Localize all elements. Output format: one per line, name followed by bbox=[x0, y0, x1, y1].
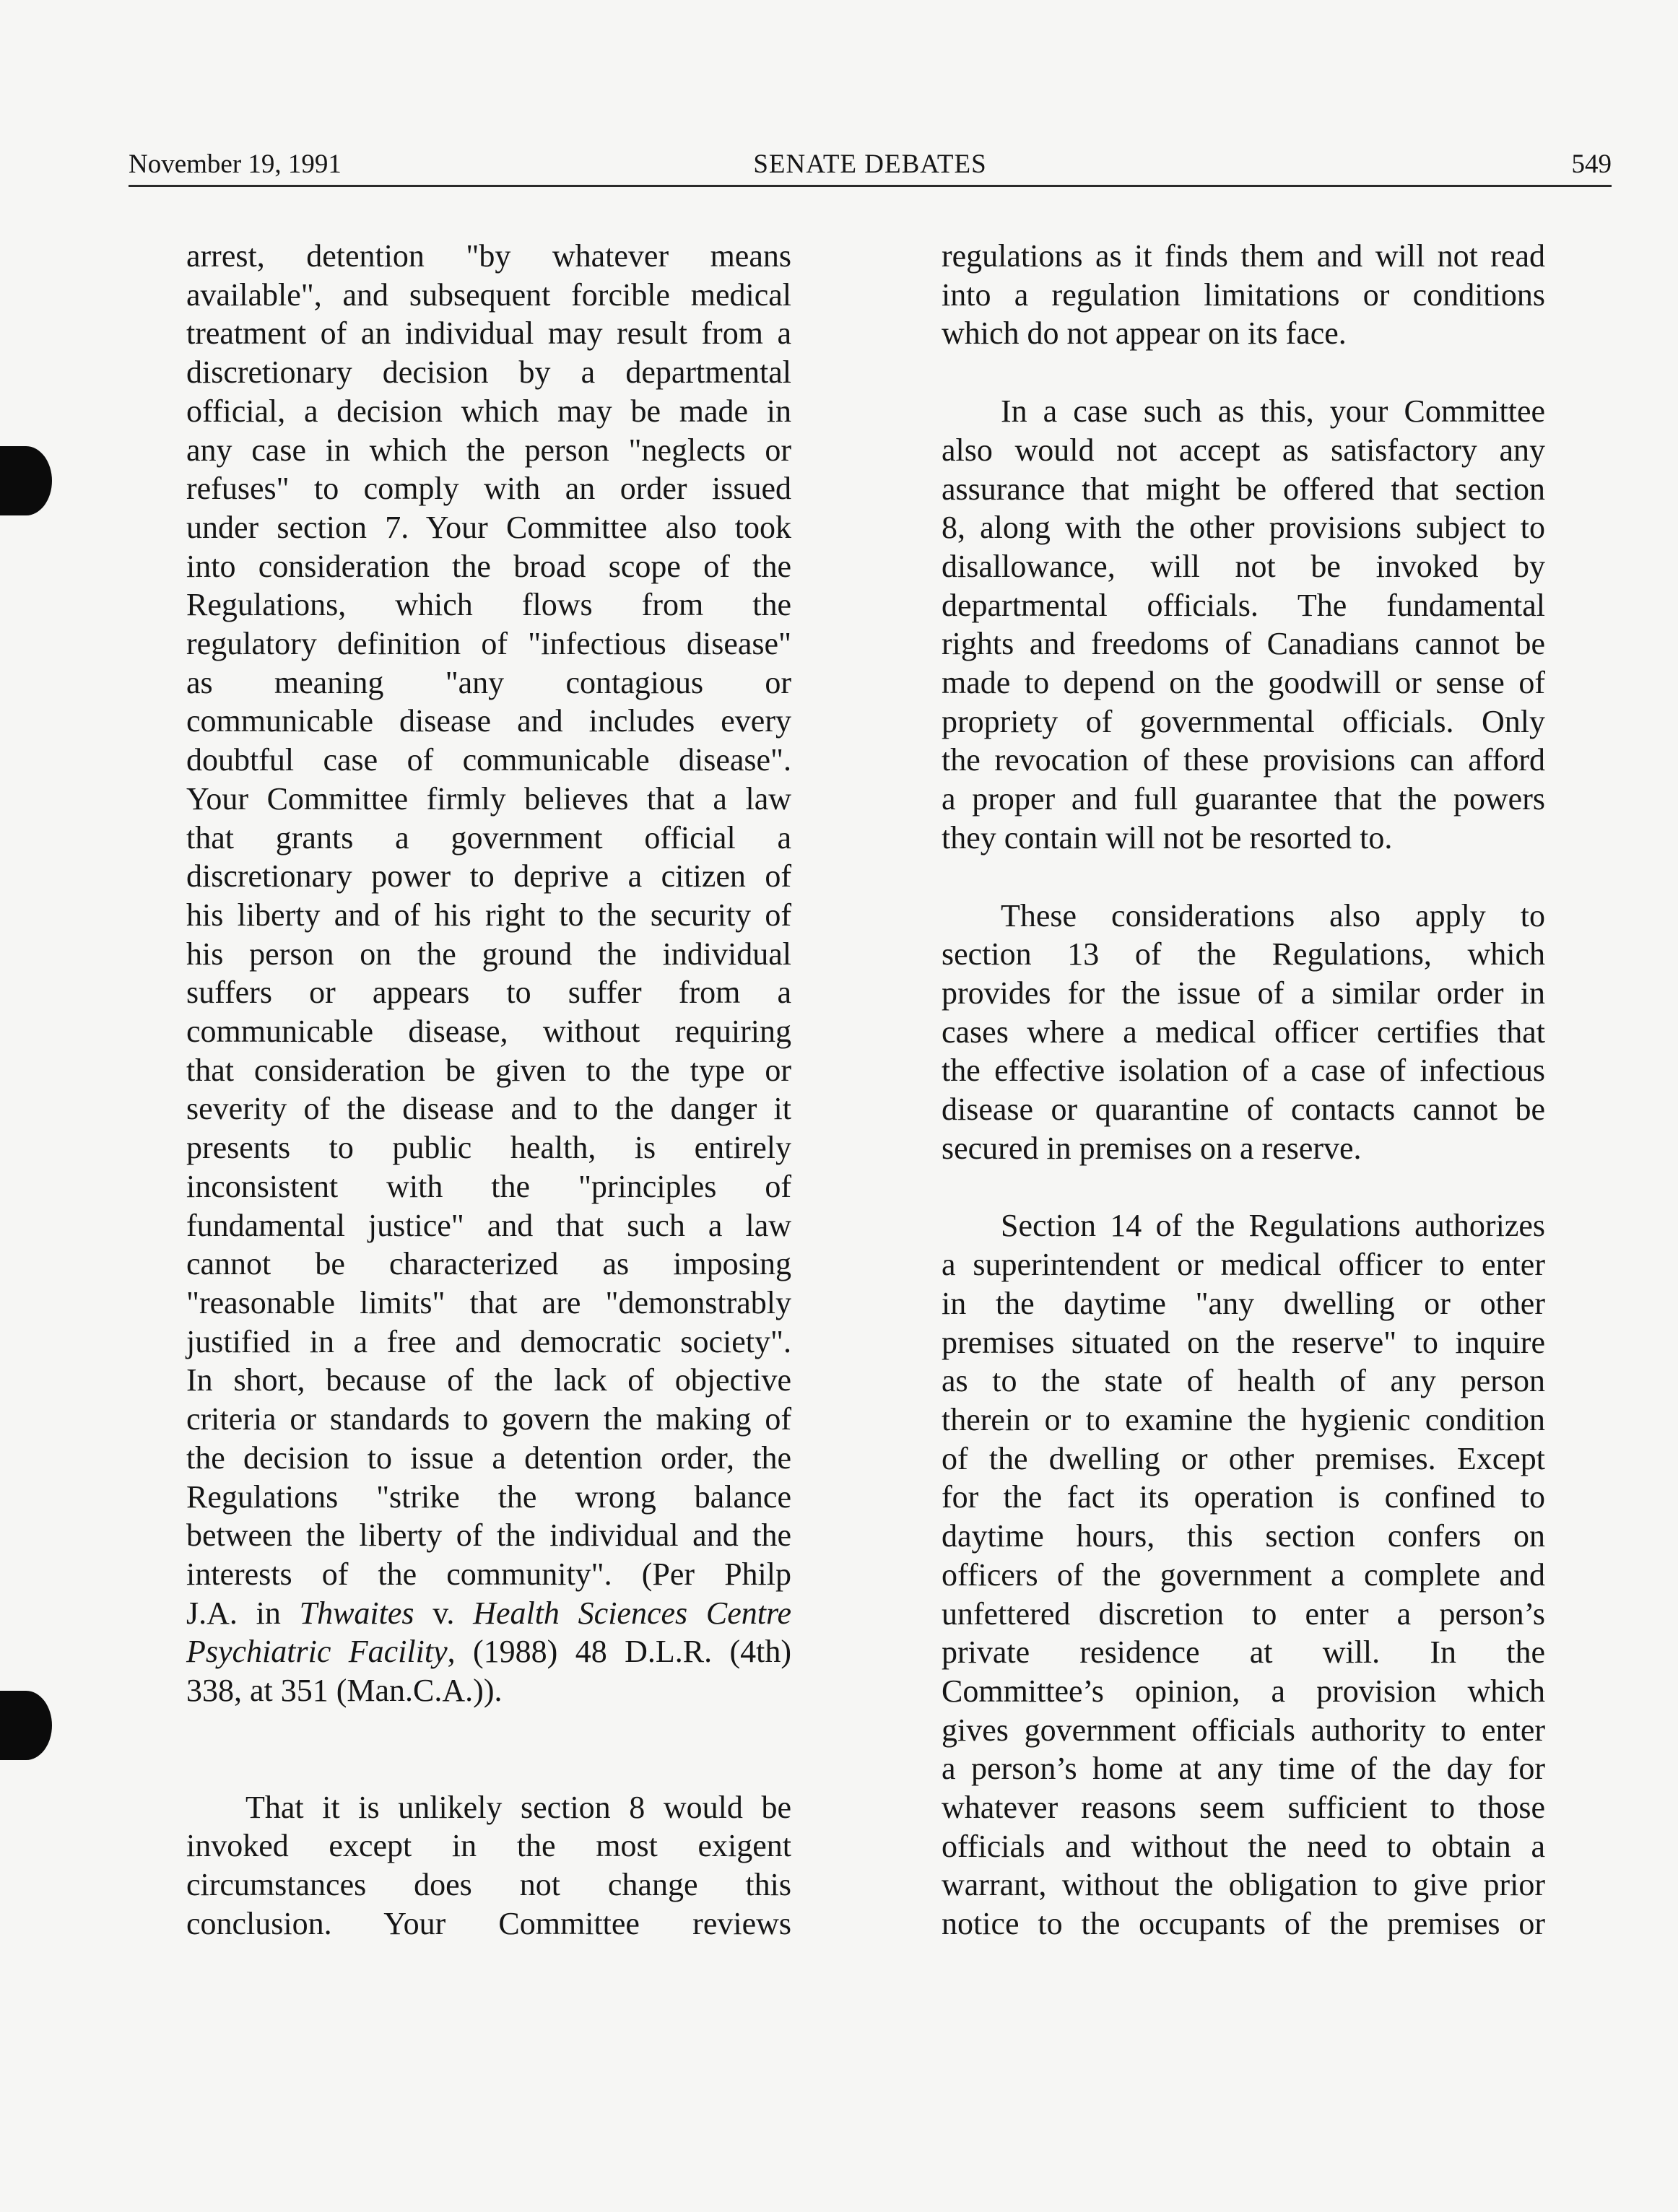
right-paragraph-1 bbox=[942, 237, 1545, 353]
text-line: they contain will not be resorted to. bbox=[942, 819, 1393, 855]
citation-line-1: J.A. in Thwaites v. Health Sciences Centre bbox=[186, 1595, 791, 1631]
text-line: premises situated on the reserve" to inquire bbox=[942, 1324, 1545, 1360]
text-line: departmental officials. The fundamental bbox=[942, 587, 1545, 623]
right-column bbox=[942, 237, 1545, 1943]
citation-line-3: 338, at 351 (Man.C.A.)). bbox=[186, 1673, 503, 1709]
text-line: discretionary power to deprive a citizen of bbox=[186, 858, 791, 894]
text-line: secured in premises on a reserve. bbox=[942, 1130, 1362, 1166]
text-line: his liberty and of his right to the security of bbox=[186, 897, 791, 933]
text-line: 8, along with the other provisions subject to bbox=[942, 510, 1545, 546]
text-line: Section 14 of the Regulations authorizes bbox=[1001, 1208, 1545, 1244]
citation-line-2: Psychiatric Facility, (1988) 48 D.L.R. (4th) bbox=[186, 1634, 791, 1670]
page-header bbox=[129, 144, 1612, 187]
text-line: the effective isolation of a case of infectious bbox=[942, 1053, 1545, 1089]
text-line: notice to the occupants of the premises or bbox=[942, 1906, 1545, 1942]
page-number: 549 bbox=[1571, 149, 1612, 179]
text-line: In short, because of the lack of objective bbox=[186, 1362, 791, 1398]
text-line: discretionary decision by a departmental bbox=[186, 354, 791, 391]
text-line: of the dwelling or other premises. Except bbox=[942, 1440, 1545, 1476]
binder-hole-top bbox=[0, 446, 52, 515]
text-line: in the daytime "any dwelling or other bbox=[942, 1285, 1545, 1321]
text-line: official, a decision which may be made in bbox=[186, 393, 791, 429]
text-line: as to the state of health of any person bbox=[942, 1363, 1545, 1399]
binder-hole-bottom bbox=[0, 1691, 52, 1760]
text-line: which do not appear on its face. bbox=[942, 315, 1347, 352]
text-line: private residence at will. In the bbox=[942, 1634, 1545, 1671]
text-line: These considerations also apply to bbox=[1001, 897, 1545, 933]
text-line: daytime hours, this section confers on bbox=[942, 1518, 1545, 1554]
text-line: into a regulation limitations or conditions bbox=[942, 276, 1545, 313]
text-line: also would not accept as satisfactory any bbox=[942, 432, 1545, 468]
text-line: a person’s home at any time of the day for bbox=[942, 1751, 1545, 1787]
left-paragraph-2 bbox=[186, 1788, 791, 1943]
left-citation bbox=[186, 1594, 791, 1710]
text-line: any case in which the person "neglects or bbox=[186, 432, 791, 468]
text-line: presents to public health, is entirely bbox=[186, 1130, 791, 1166]
case-name-part-3: Psychiatric Facility bbox=[186, 1634, 448, 1670]
text-line: assurance that might be offered that section bbox=[942, 471, 1545, 507]
text-line: that consideration be given to the type or bbox=[186, 1052, 791, 1088]
text-line: arrest, detention "by whatever means bbox=[186, 238, 791, 274]
text-line: whatever reasons seem sufficient to those bbox=[942, 1790, 1545, 1826]
header-title: SENATE DEBATES bbox=[753, 149, 987, 179]
text-line: Regulations, which flows from the bbox=[186, 587, 791, 623]
text-line: under section 7. Your Committee also took bbox=[186, 509, 791, 545]
right-paragraph-3 bbox=[942, 897, 1545, 1168]
text-line: disallowance, will not be invoked by bbox=[942, 548, 1545, 584]
header-date: November 19, 1991 bbox=[129, 149, 342, 179]
text-line: made to depend on the goodwill or sense of bbox=[942, 665, 1545, 701]
text-line: Committee’s opinion, a provision which bbox=[942, 1673, 1545, 1709]
right-paragraph-2 bbox=[942, 392, 1545, 857]
text-line: a superintendent or medical officer to enter bbox=[942, 1247, 1545, 1283]
text-line: officials and without the need to obtain a bbox=[942, 1828, 1545, 1864]
text-line: into consideration the broad scope of the bbox=[186, 548, 791, 584]
text-line: communicable disease and includes every bbox=[186, 703, 791, 739]
text-line: "reasonable limits" that are "demonstrably bbox=[186, 1284, 791, 1320]
text-line: therein or to examine the hygienic condition bbox=[942, 1401, 1545, 1437]
text-line: cannot be characterized as imposing bbox=[186, 1246, 791, 1282]
text-line: interests of the community". (Per Philp bbox=[186, 1556, 791, 1592]
text-line: regulatory definition of "infectious disease" bbox=[186, 626, 791, 662]
text-line: severity of the disease and to the danger it bbox=[186, 1091, 791, 1127]
text-line: rights and freedoms of Canadians cannot be bbox=[942, 626, 1545, 662]
text-line: refuses" to comply with an order issued bbox=[186, 471, 791, 507]
text-line: inconsistent with the "principles of bbox=[186, 1168, 791, 1204]
text-line: conclusion. Your Committee reviews bbox=[186, 1905, 791, 1941]
text-line: In a case such as this, your Committee bbox=[1001, 393, 1545, 430]
text-line: cases where a medical officer certifies that bbox=[942, 1014, 1545, 1050]
text-line: section 13 of the Regulations, which bbox=[942, 936, 1545, 972]
text-line: a proper and full guarantee that the powers bbox=[942, 781, 1545, 817]
case-name-part-2: Health Sciences Centre bbox=[473, 1595, 791, 1631]
text-line: Regulations "strike the wrong balance bbox=[186, 1479, 791, 1515]
text-line: That it is unlikely section 8 would be bbox=[245, 1789, 791, 1825]
left-paragraph-1 bbox=[186, 237, 791, 1594]
text-line: officers of the government a complete and bbox=[942, 1556, 1545, 1593]
left-column bbox=[186, 237, 791, 1943]
text-line: suffers or appears to suffer from a bbox=[186, 975, 791, 1011]
text-line: communicable disease, without requiring bbox=[186, 1014, 791, 1050]
text-line: invoked except in the most exigent bbox=[186, 1828, 791, 1864]
text-line: doubtful case of communicable disease". bbox=[186, 742, 791, 778]
text-line: unfettered discretion to enter a person’s bbox=[942, 1595, 1545, 1632]
text-line: circumstances does not change this bbox=[186, 1867, 791, 1903]
text-line: as meaning "any contagious or bbox=[186, 664, 791, 700]
text-line: criteria or standards to govern the making of bbox=[186, 1401, 791, 1437]
text-line: propriety of governmental officials. Only bbox=[942, 703, 1545, 739]
text-line: provides for the issue of a similar order in bbox=[942, 975, 1545, 1011]
case-name-part-1: Thwaites bbox=[299, 1595, 414, 1631]
text-line: gives government officials authority to enter bbox=[942, 1712, 1545, 1748]
text-line: justified in a free and democratic society". bbox=[186, 1323, 791, 1359]
text-line: Your Committee firmly believes that a law bbox=[186, 780, 791, 817]
text-line: for the fact its operation is confined to bbox=[942, 1479, 1545, 1515]
text-line: that grants a government official a bbox=[186, 819, 791, 855]
text-line: disease or quarantine of contacts cannot be bbox=[942, 1092, 1545, 1128]
text-line: the revocation of these provisions can afford bbox=[942, 742, 1545, 778]
text-line: between the liberty of the individual and the bbox=[186, 1518, 791, 1554]
text-line: the decision to issue a detention order, the bbox=[186, 1440, 791, 1476]
right-paragraph-4 bbox=[942, 1206, 1545, 1943]
text-line: treatment of an individual may result from a bbox=[186, 315, 791, 352]
text-line: available", and subsequent forcible medical bbox=[186, 276, 791, 313]
text-line: fundamental justice" and that such a law bbox=[186, 1207, 791, 1243]
text-line: his person on the ground the individual bbox=[186, 936, 791, 972]
text-line: regulations as it finds them and will not read bbox=[942, 238, 1545, 274]
text-line: warrant, without the obligation to give prior bbox=[942, 1867, 1545, 1903]
